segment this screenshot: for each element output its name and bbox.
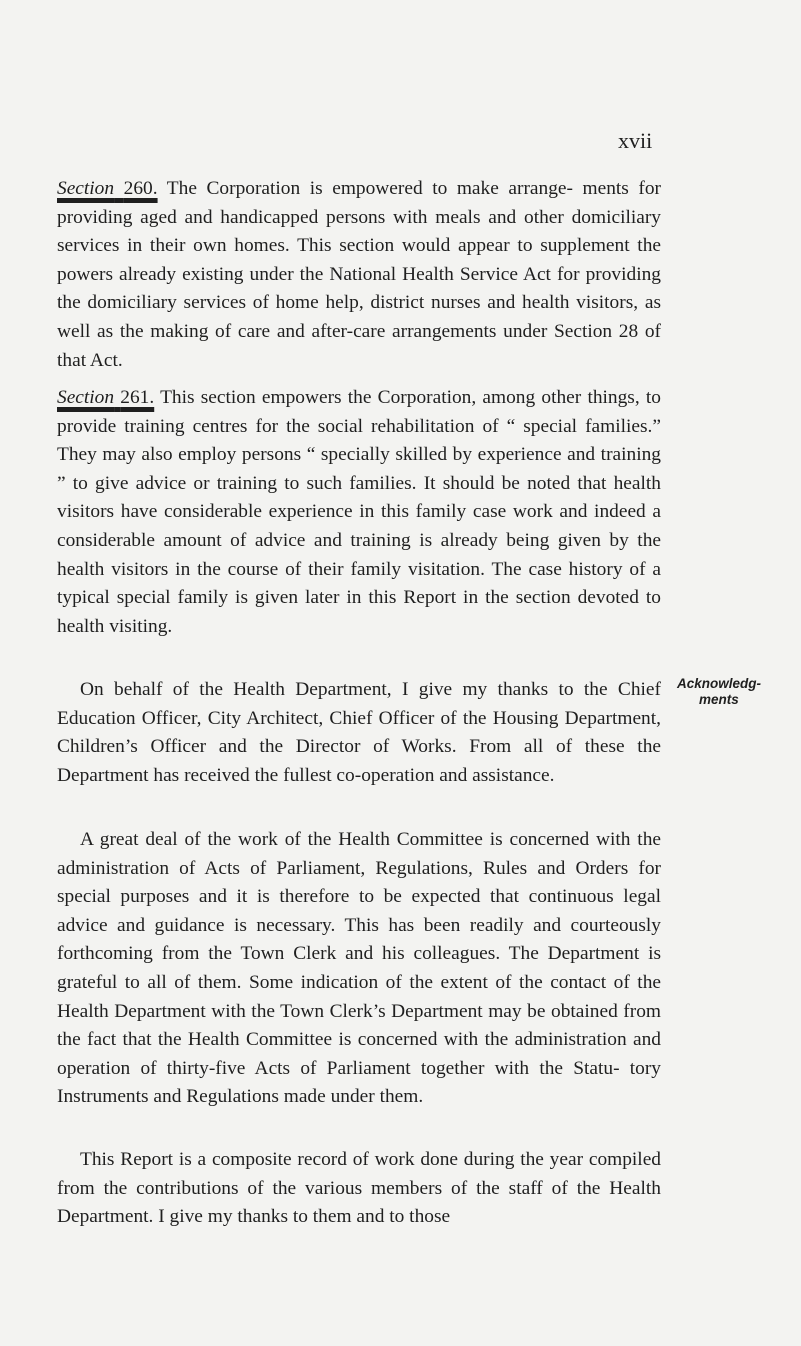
legal-advice-paragraph: A great deal of the work of the Health Committee is concerned with the administration of Acts of Parliament, Regulations, Rules and Orders for special purposes and it is therefore to be expected that continuous legal advice and guidance is necessary. This has been readily and courteously forthcoming from the Town Clerk and his colleagues. The Department is grateful to all of them. Some indication of the extent of the contact of the Health Department with the Town Clerk’s Department may be obtained from the fact that the Health Committee is concerned with the administration and operation of thirty-five Acts of Parliament together with the Statu- tory Instruments and Regulations made under them. bbox=[57, 829, 661, 1108]
staff-thanks-paragraph: This Report is a composite record of work done during the year compiled from the contributions of the various members of the staff of the Health Department. I give my thanks to them and to those bbox=[57, 1149, 661, 1228]
section-261-heading bbox=[57, 387, 154, 408]
section-260-text: The Corporation is empowered to make arrange- ments for providing aged and handicapped persons with meals and other domiciliary services in their own homes. This section would appear to supplement the powers already existing under the National Health Service Act for providing the domiciliary services of home help, district nurses and health visitors, as well as the making of care and after-care arrangements under Section 28 of that Act. bbox=[57, 178, 661, 371]
section-number: 260. bbox=[123, 178, 158, 199]
margin-note-acknowledgements bbox=[677, 676, 761, 708]
section-261-text: This section empowers the Corporation, among other things, to provide training centres for the social rehabilitation of “ special families.” They may also employ persons “ specially skilled by experience and training ” to give advice or training to such families. It should be noted that health visitors have considerable experience in this family case work and indeed a considerable amount of advice and training is already being given by the health visitors in the course of their family visitation. The case history of a typical special family is given later in this Report in the section devoted to health visiting. bbox=[57, 387, 661, 637]
section-label: Section bbox=[57, 387, 115, 408]
section-number: 261. bbox=[120, 387, 155, 408]
section-260-paragraph bbox=[57, 175, 661, 375]
margin-note-line-2: ments bbox=[699, 692, 739, 707]
margin-note-line-1: Acknowledg- bbox=[677, 676, 762, 691]
page-number: xvii bbox=[618, 128, 653, 153]
section-260-heading bbox=[57, 178, 158, 199]
section-label: Section bbox=[57, 178, 115, 199]
acknowledgements-paragraph: On behalf of the Health Department, I give my thanks to the Chief Education Officer, City Architect, Chief Officer of the Housing Department, Children’s Officer and the Director of Works. From all of these the Department has received the fullest co-operation and assistance. bbox=[57, 679, 661, 786]
section-261-paragraph bbox=[57, 384, 661, 641]
